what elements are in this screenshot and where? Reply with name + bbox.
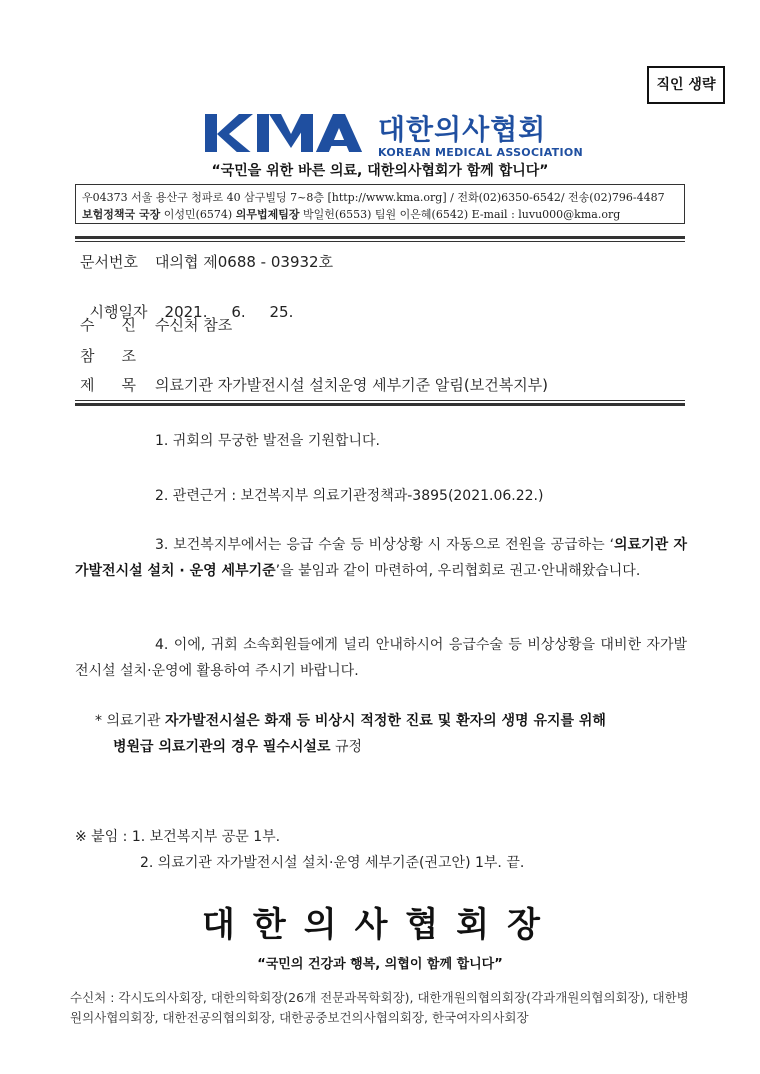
date-label: 시행일자 xyxy=(89,303,148,321)
header-divider xyxy=(75,236,685,239)
note-star: * xyxy=(95,713,102,729)
sender-title: 대한의사협회장 xyxy=(202,905,558,945)
subject-row xyxy=(80,374,548,395)
logo-english-name: KOREAN MEDICAL ASSOCIATION xyxy=(378,146,584,159)
paragraph-1: 1. 귀회의 무궁한 발전을 기원합니다. xyxy=(155,433,380,449)
doc-number-row xyxy=(80,251,333,272)
seal-omitted-stamp: 직인 생략 xyxy=(647,66,725,104)
paragraph-2: 2. 관련근거 : 보건복지부 의료기관정책과-3895(2021.06.22.) xyxy=(155,488,544,504)
bureau-person: 이성민(6574) xyxy=(163,208,233,221)
address-line: 우04373 서울 용산구 청파로 40 삼구빌딩 7~8층 [http://www.kma.org] / 전화(02)6350-6542/ 전송(02)796-4487 xyxy=(82,191,665,204)
address-box xyxy=(75,184,685,224)
team-contacts: 박일헌(6553) 팀원 이은혜(6542) E-mail : luvu000@kma.org xyxy=(302,208,621,221)
meta-divider xyxy=(75,403,685,406)
attachment-line-1: ※ 붙임 : 1. 보건복지부 공문 1부. xyxy=(75,829,281,845)
meta-divider-thin xyxy=(75,400,685,401)
standard-title: 의료기관 자가발전시설 설치 · 운영 세부기준 xyxy=(75,537,687,579)
team-title: 의무법제팀장 xyxy=(235,208,300,221)
kma-logo-icon xyxy=(205,112,365,156)
doc-number: 대의협 제0688 - 03932호 xyxy=(155,253,334,271)
attachment-line-2: 2. 의료기관 자가발전시설 설치·운영 세부기준(권고안) 1부. 끝. xyxy=(140,855,525,871)
subject-value: 의료기관 자가발전시설 설치운영 세부기준 알림(보건복지부) xyxy=(155,376,549,394)
logo-korean-name: 대한의사협회 xyxy=(378,113,547,146)
header-divider-thin xyxy=(75,241,685,242)
contact-line xyxy=(82,206,678,222)
reference-row xyxy=(80,345,155,366)
issue-date: 2021. 6. 25. xyxy=(164,303,294,321)
subject-label: 제 목 xyxy=(80,376,136,394)
paragraph-4: 4. 이에, 귀회 소속회원들에게 널리 안내하시어 응급수술 등 비상상황을 대비한 자가발전시설 설치·운영에 활용하여 주시기 바랍니다. xyxy=(75,637,687,679)
logo-wordmark xyxy=(378,114,583,160)
recipient-label: 수 신 xyxy=(80,316,136,334)
paragraph-3: 3. 보건복지부에서는 응급 수술 등 비상상황 시 자동으로 전원을 공급하는 ‘의료기관 자가발전시설 설치 · 운영 세부기준’을 붙임과 같이 마련하여, 우리협회로 권고·안내해왔습니다. xyxy=(75,537,687,579)
doc-number-label: 문서번호 xyxy=(80,253,138,271)
recipient-list: 수신처 : 각시도의사회장, 대한의학회장(26개 전문과목학회장), 대한개원의협의회장(각과개원의협의회장), 대한병원의사협의회장, 대한전공의협의회장, 대한공중보건의사협의회장, 한국여자의사회장 xyxy=(70,990,689,1025)
recipient-row xyxy=(80,314,232,335)
note: * 의료기관 자가발전시설은 화재 등 비상시 적정한 진료 및 환자의 생명 유지를 위해 병원급 의료기관의 경우 필수시설로 규정 xyxy=(95,713,606,755)
recipient-value: 수신처 참조 xyxy=(155,316,233,334)
top-slogan: “국민을 위한 바른 의료, 대한의사협회가 함께 합니다” xyxy=(211,163,549,179)
reference-label: 참 조 xyxy=(80,347,136,365)
bureau-title: 보험정책국 국장 xyxy=(82,208,161,221)
bottom-slogan: “국민의 건강과 행복, 의협이 함께 합니다” xyxy=(257,957,503,972)
